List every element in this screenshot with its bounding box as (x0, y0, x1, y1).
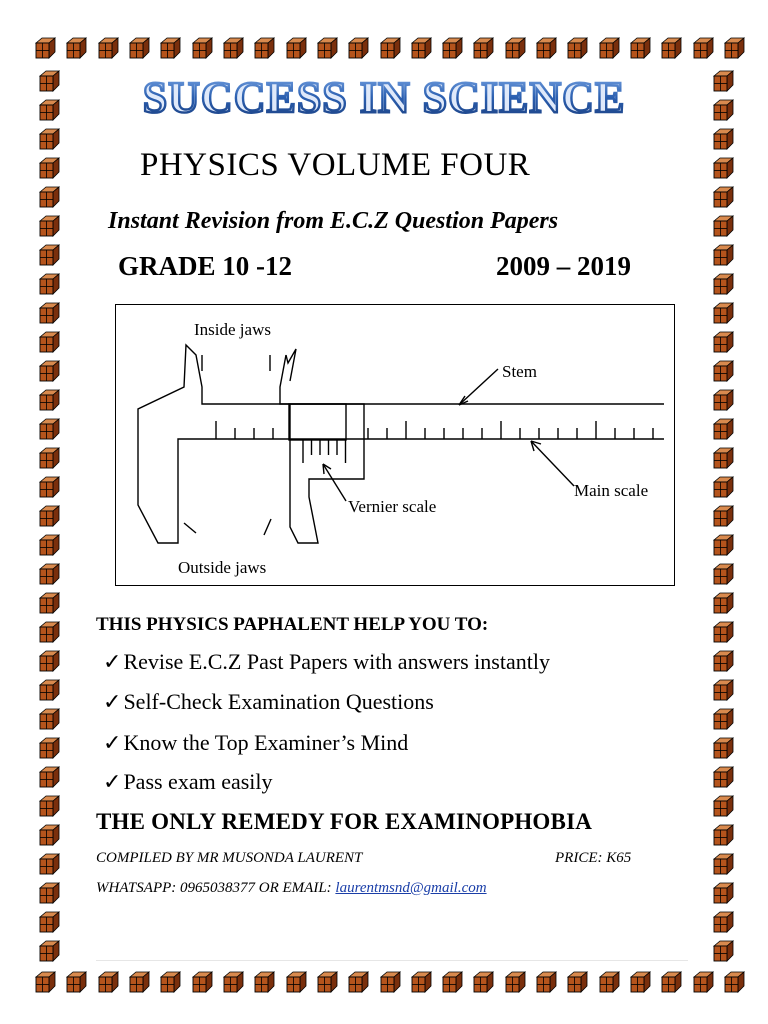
brick-box-icon (38, 505, 60, 527)
email-link[interactable]: laurentmsnd@gmail.com (335, 880, 487, 896)
benefit-text: Pass exam easily (123, 769, 273, 794)
brick-box-icon (253, 37, 275, 59)
brick-box-icon (712, 882, 734, 904)
brick-box-icon (38, 911, 60, 933)
brick-box-icon (566, 37, 588, 59)
brick-box-icon (65, 971, 87, 993)
contact-prefix: WHATSAPP: 0965038377 OR EMAIL: (96, 880, 336, 896)
price-label: PRICE: K65 (555, 850, 632, 866)
brick-box-icon (38, 128, 60, 150)
brick-box-icon (712, 505, 734, 527)
brick-box-icon (504, 971, 526, 993)
brick-box-icon (660, 971, 682, 993)
brick-box-icon (472, 971, 494, 993)
brick-box-icon (38, 418, 60, 440)
brick-box-icon (38, 534, 60, 556)
brick-box-icon (712, 853, 734, 875)
brick-box-icon (38, 621, 60, 643)
benefit-item (103, 730, 408, 756)
label-outside-jaws: Outside jaws (178, 558, 267, 577)
brick-box-icon (472, 37, 494, 59)
brick-box-icon (712, 360, 734, 382)
brick-box-icon (38, 389, 60, 411)
subtitle: PHYSICS VOLUME FOUR (140, 147, 531, 183)
check-icon: ✓ (103, 649, 122, 674)
brick-box-icon (38, 679, 60, 701)
benefit-text: Self-Check Examination Questions (123, 689, 434, 714)
brick-box-icon (65, 37, 87, 59)
brick-box-icon (38, 824, 60, 846)
brick-box-icon (712, 911, 734, 933)
brick-box-icon (38, 853, 60, 875)
label-stem: Stem (502, 362, 537, 381)
brick-box-icon (97, 37, 119, 59)
brick-box-icon (347, 37, 369, 59)
benefit-item (103, 769, 273, 795)
brick-box-icon (535, 971, 557, 993)
brick-box-icon (712, 563, 734, 585)
brick-box-icon (712, 447, 734, 469)
benefits-heading: THIS PHYSICS PAPHALENT HELP YOU TO: (96, 614, 489, 635)
title-text: SUCCESS IN SCIENCE (142, 73, 626, 122)
brick-box-icon (97, 971, 119, 993)
brick-box-icon (38, 331, 60, 353)
brick-box-icon (38, 244, 60, 266)
brick-box-icon (712, 592, 734, 614)
brick-box-icon (38, 592, 60, 614)
brick-box-icon (285, 37, 307, 59)
brick-box-icon (712, 621, 734, 643)
tagline: Instant Revision from E.C.Z Question Papers (108, 208, 559, 234)
page-title (0, 72, 768, 122)
benefit-text: Know the Top Examiner’s Mind (123, 730, 409, 755)
brick-box-icon (712, 650, 734, 672)
brick-box-icon (38, 360, 60, 382)
footer-divider (96, 960, 688, 961)
benefit-text: Revise E.C.Z Past Papers with answers instantly (123, 649, 550, 674)
check-icon: ✓ (103, 689, 122, 714)
brick-box-icon (34, 971, 56, 993)
brick-box-icon (410, 37, 432, 59)
check-icon: ✓ (103, 730, 122, 755)
brick-box-icon (34, 37, 56, 59)
brick-box-icon (38, 708, 60, 730)
label-inside-jaws: Inside jaws (194, 320, 271, 339)
brick-box-icon (222, 37, 244, 59)
brick-box-icon (347, 971, 369, 993)
brick-box-icon (38, 273, 60, 295)
brick-box-icon (410, 971, 432, 993)
brick-box-icon (38, 302, 60, 324)
brick-box-icon (712, 244, 734, 266)
label-main-scale: Main scale (574, 481, 649, 500)
brick-box-icon (316, 971, 338, 993)
brick-box-icon (38, 447, 60, 469)
benefit-item (103, 689, 434, 715)
brick-box-icon (712, 215, 734, 237)
brick-box-icon (712, 737, 734, 759)
brick-box-icon (191, 971, 213, 993)
brick-box-icon (712, 708, 734, 730)
brick-box-icon (712, 389, 734, 411)
brick-box-icon (712, 302, 734, 324)
brick-box-icon (566, 971, 588, 993)
brick-box-icon (441, 971, 463, 993)
brick-box-icon (504, 37, 526, 59)
brick-box-icon (38, 563, 60, 585)
brick-box-icon (712, 128, 734, 150)
brick-box-icon (629, 37, 651, 59)
brick-box-icon (285, 971, 307, 993)
brick-box-icon (38, 650, 60, 672)
brick-box-icon (159, 971, 181, 993)
brick-box-icon (712, 157, 734, 179)
brick-box-icon (712, 186, 734, 208)
brick-box-icon (38, 766, 60, 788)
brick-box-icon (598, 37, 620, 59)
brick-box-icon (253, 971, 275, 993)
brick-box-icon (38, 157, 60, 179)
brick-box-icon (222, 971, 244, 993)
brick-box-icon (712, 331, 734, 353)
vernier-caliper-diagram (115, 304, 675, 586)
brick-box-icon (191, 37, 213, 59)
brick-box-icon (712, 273, 734, 295)
brick-box-icon (712, 534, 734, 556)
brick-box-icon (535, 37, 557, 59)
brick-box-icon (159, 37, 181, 59)
brick-box-icon (38, 215, 60, 237)
brick-box-icon (316, 37, 338, 59)
brick-box-icon (712, 940, 734, 962)
brick-box-icon (379, 37, 401, 59)
brick-box-icon (629, 971, 651, 993)
brick-box-icon (441, 37, 463, 59)
brick-box-icon (660, 37, 682, 59)
brick-box-icon (38, 186, 60, 208)
check-icon: ✓ (103, 769, 122, 794)
brick-box-icon (712, 476, 734, 498)
brick-box-icon (712, 766, 734, 788)
brick-box-icon (692, 37, 714, 59)
brick-box-icon (379, 971, 401, 993)
brick-box-icon (712, 795, 734, 817)
remedy-slogan: THE ONLY REMEDY FOR EXAMINOPHOBIA (96, 809, 593, 834)
compiled-by: COMPILED BY MR MUSONDA LAURENT (96, 850, 363, 866)
brick-box-icon (38, 476, 60, 498)
brick-box-icon (38, 882, 60, 904)
brick-box-icon (128, 37, 150, 59)
benefit-item (103, 649, 550, 675)
brick-box-icon (38, 737, 60, 759)
grade-range: GRADE 10 -12 (118, 251, 292, 281)
brick-box-icon (712, 418, 734, 440)
brick-box-icon (692, 971, 714, 993)
brick-box-icon (712, 824, 734, 846)
brick-box-icon (723, 971, 745, 993)
brick-box-icon (38, 940, 60, 962)
brick-box-icon (598, 971, 620, 993)
label-vernier-scale: Vernier scale (348, 497, 437, 516)
brick-box-icon (128, 971, 150, 993)
contact-line (96, 880, 487, 897)
brick-box-icon (712, 679, 734, 701)
year-range: 2009 – 2019 (496, 251, 631, 281)
brick-box-icon (38, 795, 60, 817)
brick-box-icon (723, 37, 745, 59)
